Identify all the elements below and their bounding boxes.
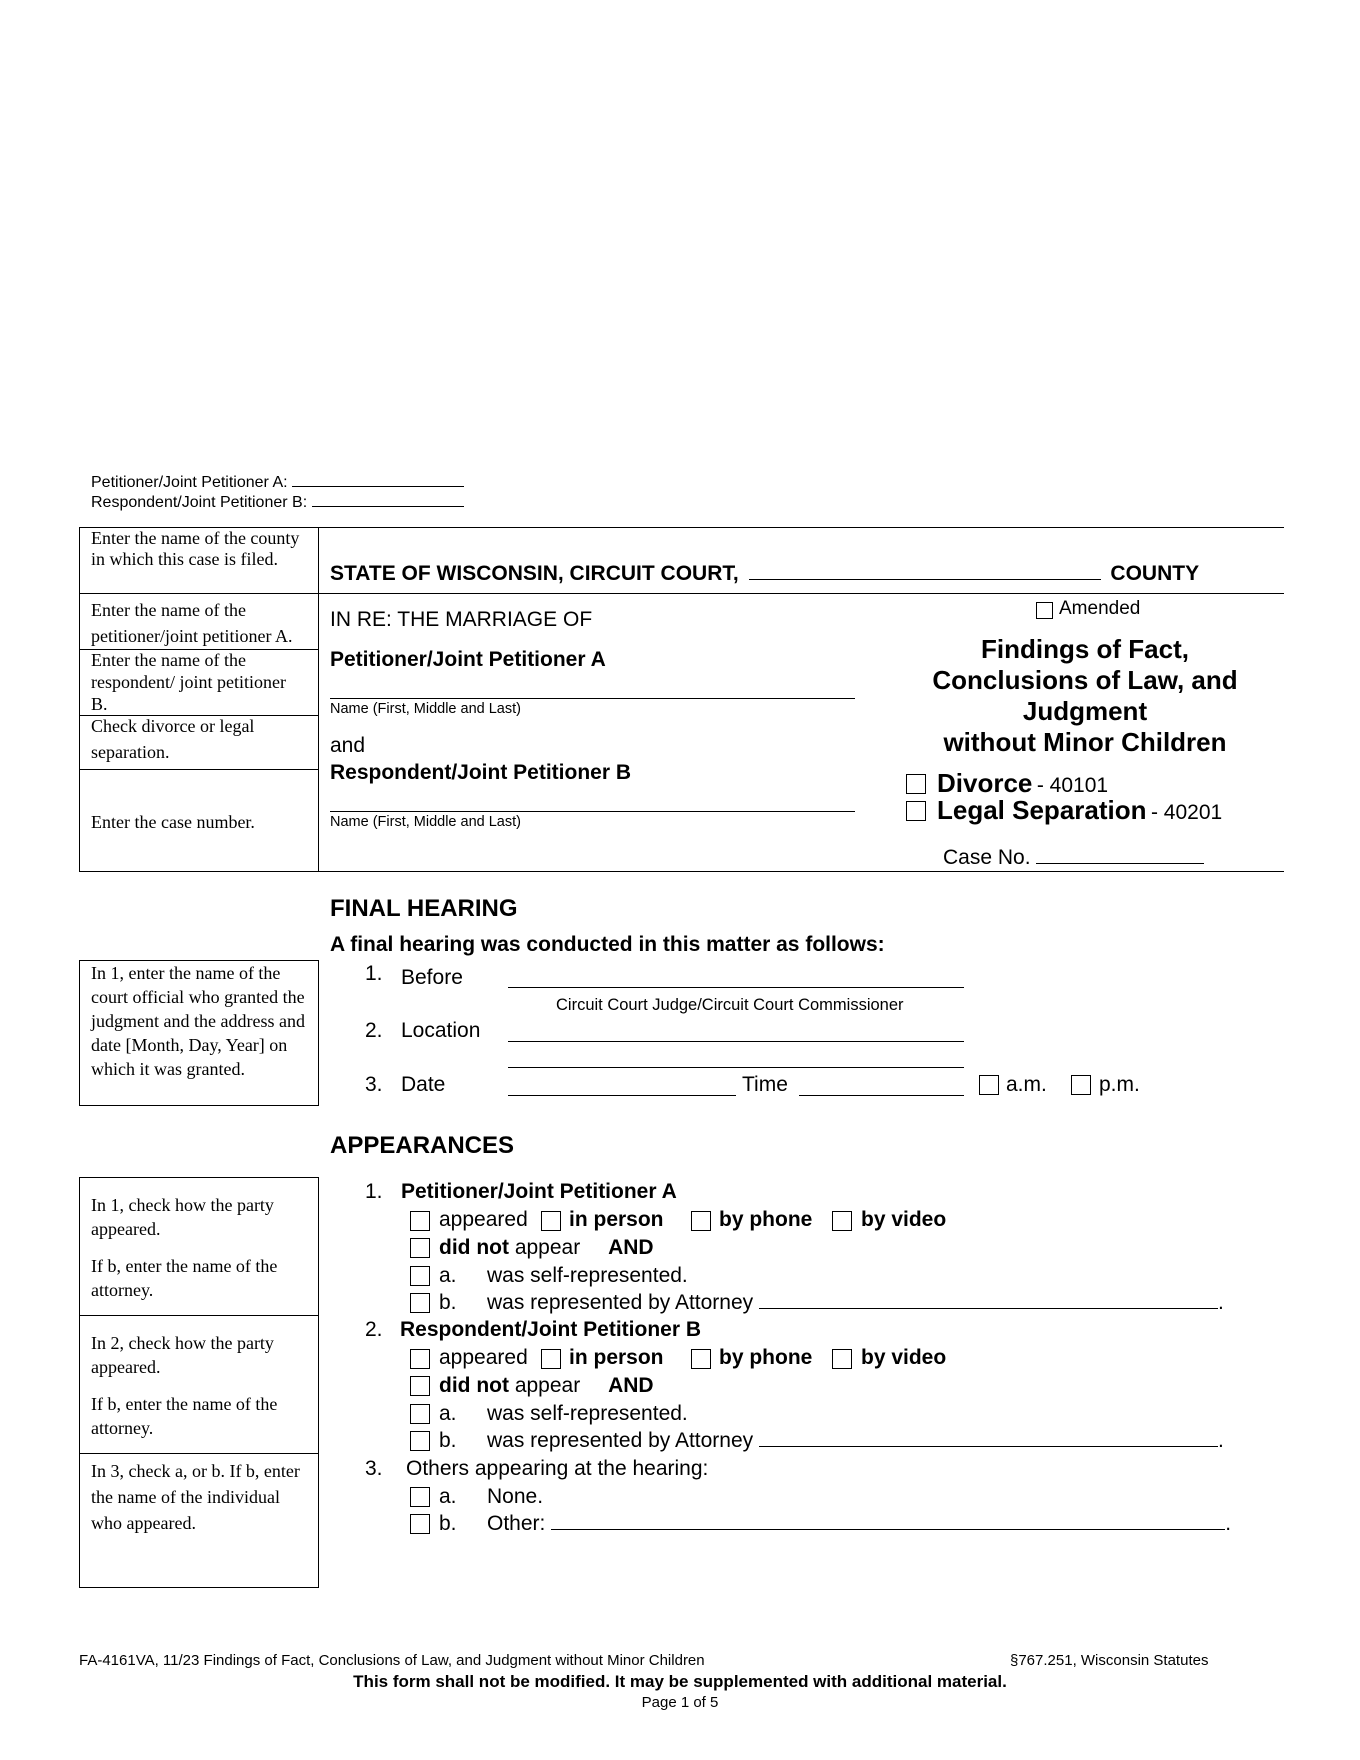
respondent-b-name-field[interactable] (330, 811, 855, 812)
party-1-by-video-label: by video (861, 1208, 947, 1231)
petitioner-a-name-field[interactable] (330, 698, 855, 699)
party-2-by-phone-label: by phone (719, 1346, 813, 1369)
pm-checkbox[interactable] (1071, 1075, 1091, 1095)
others-num: 3. (365, 1457, 383, 1480)
others-label: Others appearing at the hearing: (406, 1457, 709, 1480)
caption-court-rule (79, 593, 1284, 594)
party-2-by-video-label: by video (861, 1346, 947, 1369)
respondent-b-top-label: Respondent/Joint Petitioner B: (91, 494, 464, 512)
party-1-atty-row: was represented by Attorney . (487, 1291, 1224, 1314)
others-none-checkbox[interactable] (410, 1487, 430, 1507)
hearing-item-num-3: 3. (365, 1073, 383, 1096)
party-2-by-phone-checkbox[interactable] (691, 1349, 711, 1369)
respondent-b-heading: Respondent/Joint Petitioner B (330, 761, 632, 784)
party-1-num: 1. (365, 1180, 383, 1203)
party-1-by-phone-checkbox[interactable] (691, 1211, 711, 1231)
respondent-b-top-field[interactable] (312, 506, 464, 507)
hearing-official-hint: Circuit Court Judge/Circuit Court Commissioner (556, 996, 904, 1014)
side-note-check-type: Check divorce or legal separation. (91, 716, 255, 762)
hearing-location-field-1[interactable] (508, 1041, 964, 1042)
others-other-field[interactable] (551, 1529, 1225, 1530)
respondent-b-name-hint: Name (First, Middle and Last) (330, 814, 521, 830)
side-rule-3 (79, 769, 318, 770)
party-1-by-video-checkbox[interactable] (832, 1211, 852, 1231)
footer-notice: This form shall not be modified. It may be supplemented with additional material. (353, 1672, 1007, 1691)
appearances-side-rule-2 (79, 1453, 318, 1454)
others-opt-a: a. (439, 1485, 457, 1508)
party-2-self-rep-label: was self-represented. (487, 1402, 688, 1425)
hearing-item-num-1: 1. (365, 962, 383, 985)
party-1-atty-checkbox[interactable] (410, 1293, 430, 1313)
party-2-appeared-label: appeared (439, 1346, 528, 1369)
petitioner-a-heading: Petitioner/Joint Petitioner A (330, 648, 606, 671)
hearing-before-label: Before (401, 966, 463, 989)
side-note-county: Enter the name of the county in which this case is filed. (91, 528, 300, 569)
legal-separation-checkbox[interactable] (906, 801, 926, 821)
county-field[interactable] (749, 579, 1101, 580)
court-line: STATE OF WISCONSIN, CIRCUIT COURT, COUNTY (330, 562, 1200, 585)
final-hearing-heading: FINAL HEARING (330, 895, 518, 922)
party-2-opt-b: b. (439, 1429, 457, 1452)
party-1-self-rep-label: was self-represented. (487, 1264, 688, 1287)
party-2-by-video-checkbox[interactable] (832, 1349, 852, 1369)
amended-checkbox[interactable] (1036, 602, 1053, 619)
party-1-in-person-label: in person (569, 1208, 664, 1231)
party-1-in-person-checkbox[interactable] (541, 1211, 561, 1231)
legal-separation-option: Legal Separation - 40201 (937, 795, 1223, 825)
party-2-appeared-checkbox[interactable] (410, 1349, 430, 1369)
caption-divider (318, 527, 319, 871)
party-1-opt-b: b. (439, 1291, 457, 1314)
caption-left-border (79, 527, 80, 871)
footer-form-id: FA-4161VA, 11/23 Findings of Fact, Conclusions of Law, and Judgment without Minor Children (79, 1652, 705, 1669)
amended-label: Amended (1059, 598, 1141, 619)
form-title: Findings of Fact, Conclusions of Law, and Judgment without Minor Children (932, 634, 1238, 757)
others-none-label: None. (487, 1485, 544, 1508)
party-1-opt-a: a. (439, 1264, 457, 1287)
case-number-row: Case No. (943, 846, 1204, 870)
appearances-side-rule-1 (79, 1315, 318, 1316)
case-number-field[interactable] (1036, 863, 1204, 864)
hearing-before-field[interactable] (508, 987, 964, 988)
side-note-appear-3: In 3, check a, or b. If b, enter the name of the individual who appeared. (91, 1461, 300, 1533)
side-note-appear-2b: If b, enter the name of the attorney. (91, 1394, 278, 1438)
and-word: and (330, 734, 366, 757)
party-1-appeared-checkbox[interactable] (410, 1211, 430, 1231)
party-2-self-rep-checkbox[interactable] (410, 1404, 430, 1424)
party-1-by-phone-label: by phone (719, 1208, 813, 1231)
party-2-did-not-label: did not appear AND (439, 1374, 654, 1397)
hearing-location-label: Location (401, 1019, 481, 1042)
hearing-item-num-2: 2. (365, 1019, 383, 1042)
hearing-time-label: Time (742, 1073, 788, 1096)
petitioner-a-top-label: Petitioner/Joint Petitioner A: (91, 474, 464, 492)
party-2-opt-a: a. (439, 1402, 457, 1425)
final-hearing-intro: A final hearing was conducted in this matter as follows: (330, 933, 885, 956)
party-2-atty-row: was represented by Attorney . (487, 1429, 1224, 1452)
party-2-in-person-label: in person (569, 1346, 664, 1369)
party-1-self-rep-checkbox[interactable] (410, 1266, 430, 1286)
hearing-date-label: Date (401, 1073, 446, 1096)
party-1-name: Petitioner/Joint Petitioner A (401, 1180, 677, 1203)
side-note-respondent-b: Enter the name of the respondent/ joint petitioner B. (91, 650, 286, 714)
am-label: a.m. (1006, 1073, 1047, 1096)
party-2-in-person-checkbox[interactable] (541, 1349, 561, 1369)
appearances-heading: APPEARANCES (330, 1132, 515, 1159)
side-note-petitioner-a: Enter the name of the petitioner/joint petitioner A. (91, 600, 293, 646)
hearing-date-field[interactable] (508, 1095, 736, 1096)
side-note-appear-2a: In 2, check how the party appeared. (91, 1333, 274, 1377)
party-2-name: Respondent/Joint Petitioner B (400, 1318, 702, 1341)
hearing-location-field-2[interactable] (508, 1067, 964, 1068)
in-re-heading: IN RE: THE MARRIAGE OF (330, 608, 593, 631)
petitioner-a-top-field[interactable] (292, 486, 464, 487)
side-note-appear-1a: In 1, check how the party appeared. (91, 1195, 274, 1239)
party-1-appeared-label: appeared (439, 1208, 528, 1231)
divorce-checkbox[interactable] (906, 774, 926, 794)
party-2-did-not-checkbox[interactable] (410, 1376, 430, 1396)
petitioner-a-name-hint: Name (First, Middle and Last) (330, 701, 521, 717)
party-1-attorney-field[interactable] (759, 1308, 1218, 1309)
party-2-num: 2. (365, 1318, 383, 1341)
final-hearing-side-note: In 1, enter the name of the court official who granted the judgment and the address and date [Month, Day, Year] on which it was granted. (91, 963, 305, 1079)
divorce-option: Divorce - 40101 (937, 768, 1109, 798)
others-other-checkbox[interactable] (410, 1514, 430, 1534)
caption-bottom-rule (79, 871, 1284, 872)
party-2-atty-checkbox[interactable] (410, 1431, 430, 1451)
others-other-row: Other: . (487, 1512, 1232, 1535)
footer-statute: §767.251, Wisconsin Statutes (1010, 1652, 1209, 1669)
side-note-case-number: Enter the case number. (91, 812, 255, 832)
others-opt-b: b. (439, 1512, 457, 1535)
pm-label: p.m. (1099, 1073, 1140, 1096)
party-1-did-not-checkbox[interactable] (410, 1238, 430, 1258)
hearing-time-field[interactable] (799, 1095, 964, 1096)
footer-page-number: Page 1 of 5 (641, 1694, 719, 1711)
party-2-attorney-field[interactable] (759, 1446, 1218, 1447)
am-checkbox[interactable] (979, 1075, 999, 1095)
party-1-did-not-label: did not appear AND (439, 1236, 654, 1259)
side-note-appear-1b: If b, enter the name of the attorney. (91, 1256, 278, 1300)
